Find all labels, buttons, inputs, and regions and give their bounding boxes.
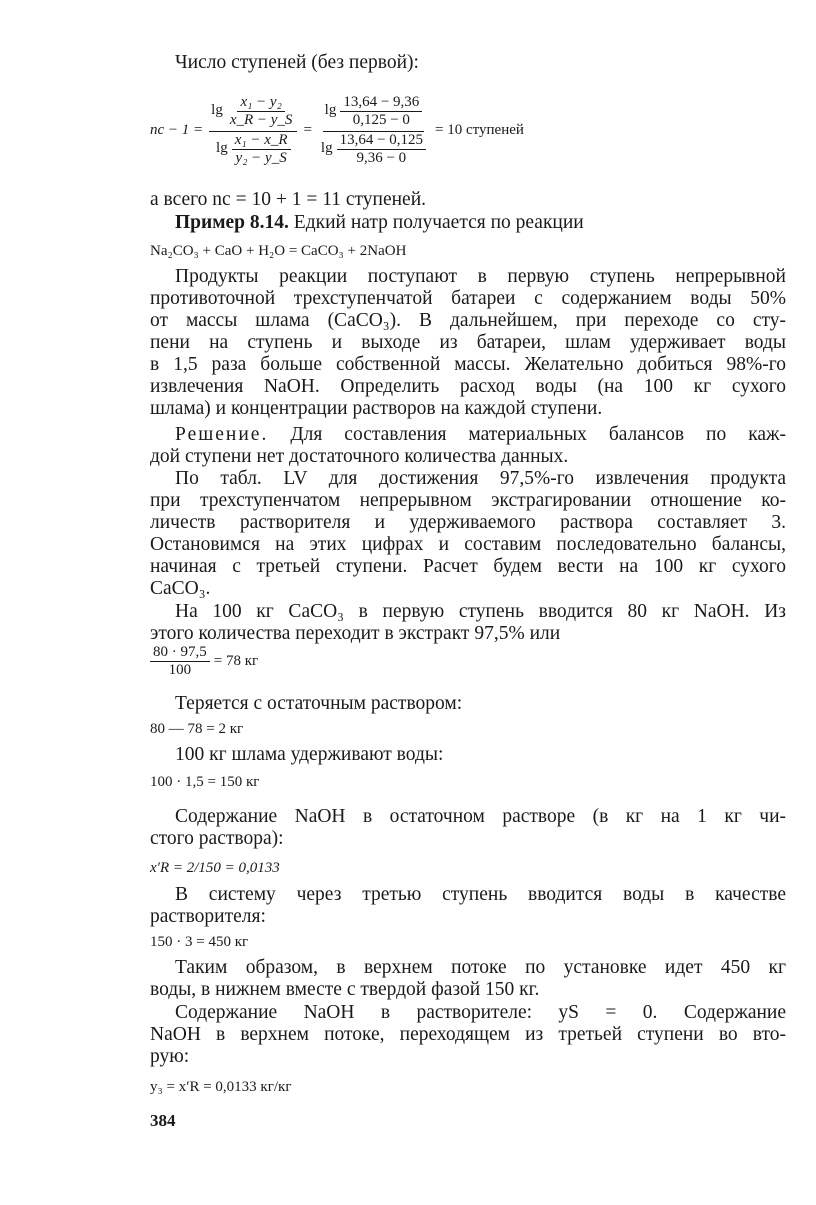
- lg-label: lg: [320, 140, 333, 157]
- example-label: Пример 8.14.: [175, 212, 289, 233]
- text-line: Содержание NaOH в растворителе: yS = 0. Содержание: [175, 1002, 786, 1023]
- text-line: извлечения NaOH. Определить расход воды (на 100 кг сухого: [150, 376, 786, 397]
- text-line: CaCO₃.: [150, 578, 211, 599]
- extract-numerator: 80 · 97,5: [150, 644, 210, 662]
- numeric-numerator: 13,64 − 0,125: [337, 132, 426, 150]
- numeric-denominator: 9,36 − 0: [356, 149, 407, 166]
- symbol-denominator: y₂ − y_S: [235, 149, 287, 166]
- text-line: Для составления материальных балансов по каж-: [268, 424, 786, 445]
- extract-denominator: 100: [168, 662, 192, 678]
- symbol-numerator: x₁ − x_R: [232, 132, 291, 150]
- calc-line: x′R = 2/150 = 0,0133: [150, 860, 280, 876]
- numeric-numerator: 13,64 − 9,36: [340, 94, 422, 112]
- symbol-numerator: x₁ − y₂: [237, 94, 284, 112]
- calc-line: y₃ = x′R = 0,0133 кг/кг: [150, 1079, 292, 1095]
- formula-lhs: nс − 1 =: [150, 121, 204, 138]
- example-text: Едкий натр получается по реакции: [288, 212, 584, 233]
- total-line: а всего nс = 10 + 1 = 11 ступеней.: [150, 189, 427, 210]
- text-line: По табл. LV для достижения 97,5%-го извлечения продукта: [175, 468, 786, 489]
- page-number: 384: [150, 1111, 176, 1130]
- text-line: противоточной трехступенчатой батареи с содержанием воды 50%: [150, 288, 786, 309]
- formula-stages: [150, 80, 524, 180]
- text-line: личеств растворителя и удерживаемого раствора составляет 3.: [150, 512, 786, 533]
- text-line: NaOH в верхнем потоке, переходящем из третьей ступени во вто-: [150, 1024, 786, 1045]
- lg-label: lg: [324, 102, 337, 119]
- numeric-denominator: 0,125 − 0: [352, 111, 410, 128]
- text-line: Теряется с остаточным раствором:: [175, 693, 463, 714]
- text-line: начиная с третьей ступени. Расчет будем вести на 100 кг сухого: [150, 556, 786, 577]
- text-line: В систему через третью ступень вводится воды в качестве: [175, 884, 786, 905]
- example-heading: [175, 212, 786, 234]
- solution-label: Решение.: [175, 424, 269, 445]
- text-line: шлама) и концентрации растворов на каждой ступени.: [150, 398, 603, 419]
- text-line: Содержание NaOH в остаточном растворе (в кг на 1 кг чи-: [175, 806, 786, 827]
- text-line: растворителя:: [150, 906, 266, 927]
- formula-fraction-symbolic: [209, 94, 297, 167]
- text-line: от массы шлама (CaCO₃). В дальнейшем, при переходе со сту-: [150, 310, 786, 331]
- text-line: На 100 кг CaCO₃ в первую ступень вводится 80 кг NaOH. Из: [175, 601, 786, 622]
- text-line: Продукты реакции поступают в первую ступень непрерывной: [175, 266, 786, 287]
- calc-line: 100 · 1,5 = 150 кг: [150, 774, 260, 790]
- text-line: стого раствора):: [150, 828, 284, 849]
- equals-sign: =: [303, 121, 312, 138]
- extract-result: = 78 кг: [213, 653, 259, 669]
- text-line: Таким образом, в верхнем потоке по установке идет 450 кг: [175, 957, 786, 978]
- formula-result: = 10 ступеней: [435, 121, 524, 138]
- text-line: этого количества переходит в экстракт 97,5% или: [150, 623, 561, 644]
- text-line: пени на ступень и выходе из батареи, шлам удерживает воды: [150, 332, 786, 353]
- lg-label: lg: [216, 140, 228, 157]
- text-line: воды, в нижнем вместе с твердой фазой 150 кг.: [150, 979, 540, 1000]
- formula-fraction-numeric: [318, 94, 429, 167]
- solution-line: [175, 424, 786, 446]
- text-line: 100 кг шлама удерживают воды:: [175, 744, 444, 765]
- text-line: в 1,5 раза больше собственной массы. Желательно добиться 98%-го: [150, 354, 786, 375]
- text-line: Остановимся на этих цифрах и составим последовательно балансы,: [150, 534, 786, 555]
- reaction-equation: Na₂CO₃ + CaO + H₂O = CaCO₃ + 2NaOH: [150, 243, 407, 259]
- lg-label: lg: [211, 102, 223, 119]
- text-line: при трехступенчатом непрерывном экстрагировании отношение ко-: [150, 490, 786, 511]
- calc-line: 150 · 3 = 450 кг: [150, 934, 249, 950]
- symbol-denominator: x_R − y_S: [229, 111, 293, 128]
- calc-line: 80 — 78 = 2 кг: [150, 721, 244, 737]
- text-line: дой ступени нет достаточного количества данных.: [150, 446, 569, 467]
- text-line: рую:: [150, 1046, 190, 1067]
- extract-formula: [150, 644, 258, 679]
- heading-line: Число ступеней (без первой):: [175, 52, 419, 73]
